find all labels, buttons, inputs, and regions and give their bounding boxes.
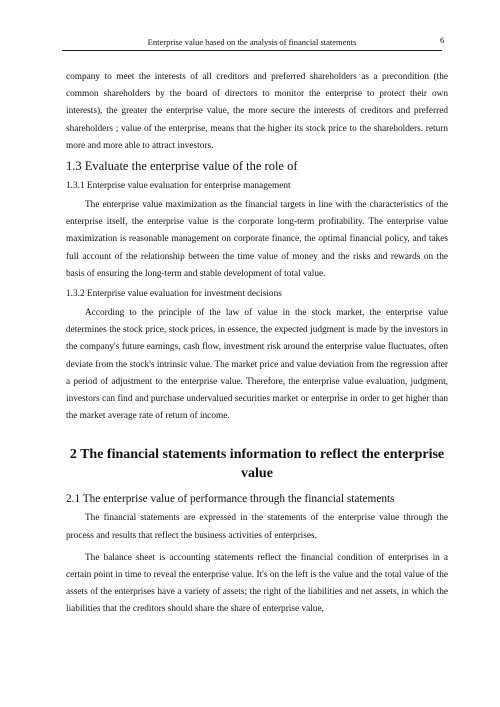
header-title: Enterprise value based on the analysis of financial statements: [147, 37, 357, 47]
chapter-heading-2: 2 The financial statements information to reflect the enterprise value: [69, 447, 445, 482]
subsection-heading-1-3-2: 1.3.2 Enterprise value evaluation for investment decisions: [66, 289, 282, 300]
section-heading-1-3: 1.3 Evaluate the enterprise value of the role of: [66, 159, 298, 174]
paragraph-2-1-a: The financial statements are expressed in the statements of the enterprise value through the process and results that reflect the business activities of enterprises.: [66, 513, 448, 541]
paragraph-2-1-b: The balance sheet is accounting statements reflect the financial condition of enterprises in a certain point in time to reveal the enterprise value. It's on the left is the value and the total value of the assets of the enterprises have a variety of assets; the right of the liabilities and net assets, in which the liabilities that the creditors should share the share of enterprise value,: [66, 552, 448, 615]
section-heading-2-1: 2.1 The enterprise value of performance through the financial statements: [66, 493, 395, 506]
paragraph-1-3-2: According to the principle of the law of value in the stock market, the enterprise value determines the stock price, stock prices, in essence, the expected judgment is made by the investors in the company's future earnings, cash flow, investment risk around the enterprise value fluctuates, often deviate from the stock's intrinsic value. The market price and value deviation from the regression after a period of adjustment to the enterprise value. Therefore, the enterprise value evaluation, judgment, investors can find and purchase undervalued securities market or enterprise in order to get higher than the market average rate of return of income.: [66, 308, 448, 422]
paragraph-1-3-1: The enterprise value maximization as the financial targets in line with the characteristics of the enterprise itself, the enterprise value is the corporate long-term profitability. The enterprise value maximization is reasonable management on corporate finance, the optimal financial policy, and takes full account of the relationship between the time value of money and the risks and rewards on the basis of ensuring the long-term and stable development of total value.: [66, 200, 448, 279]
running-header: [62, 35, 445, 51]
subsection-heading-1-3-1: 1.3.1 Enterprise value evaluation for enterprise management: [66, 181, 291, 192]
main-content: [66, 69, 448, 619]
paragraph-intro: company to meet the interests of all creditors and preferred shareholders as a precondition (the common shareholders by the board of directors to monitor the enterprise to protect their own interests), the greater the enterprise value, the more secure the interests of creditors and preferred shareholders ; value of the enterprise, means that the higher its stock price to the shareholders. return more and more able to attract investors.: [66, 72, 448, 151]
page-number: 6: [440, 35, 445, 45]
